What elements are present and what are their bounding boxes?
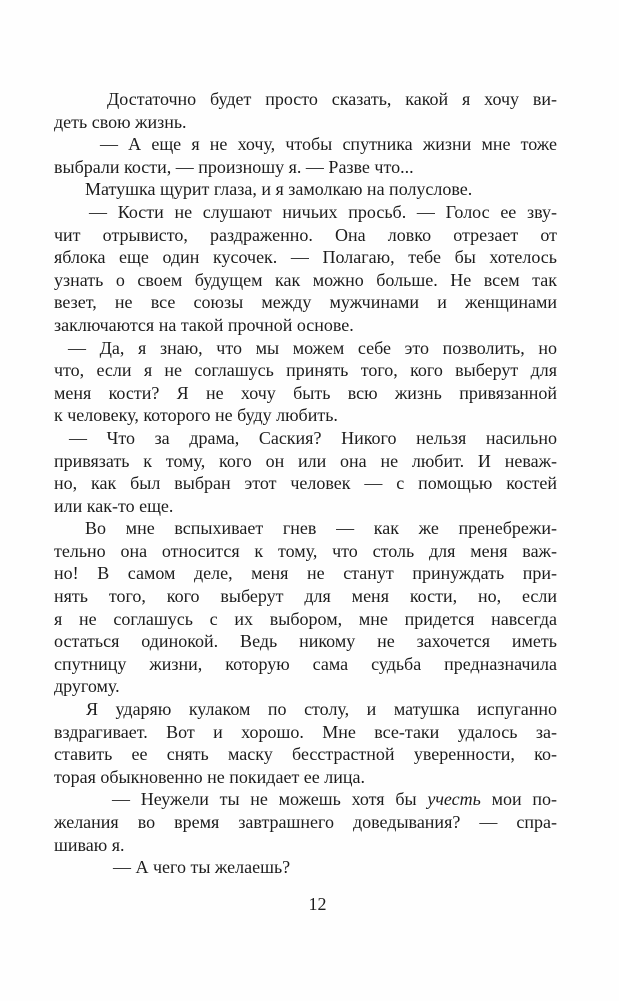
paragraph	[54, 856, 557, 879]
text-line	[54, 133, 557, 156]
text-segment: — Что за драма, Саския? Никого нельзя насильно	[69, 427, 557, 448]
text-segment: узнать о своем будущем как можно больше. Не всем так	[54, 269, 557, 290]
text-line	[54, 427, 557, 450]
text-segment: мои по-	[480, 789, 557, 810]
text-segment: шиваю я.	[54, 834, 125, 855]
paragraph	[54, 88, 557, 133]
text-segment: меня кости? Я не хочу быть всю жизнь привязанной	[54, 382, 557, 403]
text-line	[54, 111, 557, 134]
text-line	[54, 653, 557, 676]
text-line	[54, 201, 557, 224]
text-segment: ставить ее снять маску бесстрастной уверенности, ко-	[54, 744, 557, 765]
text-segment: спутницу жизни, которую сама судьба предназначила	[54, 653, 557, 674]
text-segment: выбрали кости, — произношу я. — Разве что...	[54, 156, 414, 177]
paragraph	[54, 178, 557, 201]
text-segment: — Кости не слушают ничьих просьб. — Голос ее зву-	[89, 201, 557, 222]
text-line	[54, 495, 557, 518]
text-line	[54, 675, 557, 698]
text-segment: желания во время завтрашнего доведывания? — спра-	[54, 812, 557, 832]
text-line	[54, 811, 557, 834]
text-segment: вздрагивает. Вот и хорошо. Мне все-таки удалось за-	[54, 721, 557, 742]
text-line	[54, 788, 557, 811]
paragraph	[54, 698, 557, 788]
text-line	[54, 382, 557, 405]
text-line	[54, 698, 557, 721]
text-line	[54, 269, 557, 292]
text-line	[54, 562, 557, 585]
text-line	[54, 540, 557, 563]
text-segment: но, как был выбран этот человек — с помощью костей	[54, 473, 557, 494]
text-line	[54, 337, 557, 360]
text-line	[54, 314, 557, 337]
text-segment: или как-то еще.	[54, 495, 174, 516]
text-segment: чит отрывисто, раздраженно. Она ловко отрезает от	[54, 224, 557, 245]
text-line	[54, 404, 557, 427]
text-line	[54, 359, 557, 382]
text-line	[54, 856, 557, 879]
text-line	[54, 585, 557, 608]
paragraph	[54, 517, 557, 698]
text-line	[54, 630, 557, 653]
text-segment: — Неужели ты не можешь хотя бы	[112, 789, 428, 810]
text-line	[54, 472, 557, 495]
paragraph	[54, 337, 557, 427]
text-line	[54, 156, 557, 179]
text-line	[54, 246, 557, 269]
text-segment: я не соглашусь с их выбором, мне придется навсегда	[54, 608, 557, 629]
text-line	[54, 450, 557, 473]
text-segment: яблока еще один кусочек. — Полагаю, тебе бы хотелось	[54, 247, 557, 268]
text-segment: остаться одинокой. Ведь никому не захочется иметь	[54, 631, 557, 652]
text-line	[54, 88, 557, 111]
text-segment: везет, не все союзы между мужчинами и женщинами	[54, 292, 557, 313]
text-segment: но! В самом деле, меня не станут принуждать при-	[54, 563, 557, 584]
paragraph	[54, 427, 557, 517]
text-line	[54, 224, 557, 247]
text-segment: к человеку, которого не буду любить.	[54, 405, 338, 426]
text-segment: Я ударяю кулаком по столу, и матушка испуганно	[86, 699, 557, 720]
text-segment: Во мне вспыхивает гнев — как же пренебрежи-	[85, 518, 557, 539]
text-segment: — А еще я не хочу, чтобы спутника жизни мне тоже	[100, 134, 557, 155]
text-line	[54, 608, 557, 631]
text-segment: что, если я не соглашусь принять того, кого выберут для	[54, 360, 557, 381]
paragraph	[54, 201, 557, 337]
text-line	[54, 834, 557, 857]
paragraph	[54, 788, 557, 856]
text-line	[54, 766, 557, 789]
text-segment: деть свою жизнь.	[54, 111, 187, 132]
text-line	[54, 517, 557, 540]
text-segment: тельно она относится к тому, что столь для меня важ-	[54, 540, 557, 561]
text-segment: — Да, я знаю, что мы можем себе это позволить, но	[68, 337, 557, 358]
paragraph	[54, 133, 557, 178]
text-line	[54, 743, 557, 766]
text-line	[54, 291, 557, 314]
text-line	[54, 721, 557, 744]
text-segment: нять того, кого выберут для меня кости, но, если	[54, 586, 557, 607]
emphasized-text: учесть	[427, 789, 481, 810]
text-segment: Матушка щурит глаза, и я замолкаю на полуслове.	[85, 179, 473, 200]
page-number: 12	[308, 894, 327, 914]
text-segment: привязать к тому, кого он или она не любит. И неваж-	[54, 450, 557, 471]
text-segment: — А чего ты желаешь?	[113, 857, 291, 878]
text-segment: другому.	[54, 676, 120, 697]
text-segment: заключаются на такой прочной основе.	[54, 314, 354, 335]
text-line	[54, 178, 557, 201]
page-text	[54, 88, 557, 879]
text-segment: торая обыкновенно не покидает ее лица.	[54, 766, 366, 787]
text-segment: Достаточно будет просто сказать, какой я хочу ви-	[107, 89, 557, 109]
